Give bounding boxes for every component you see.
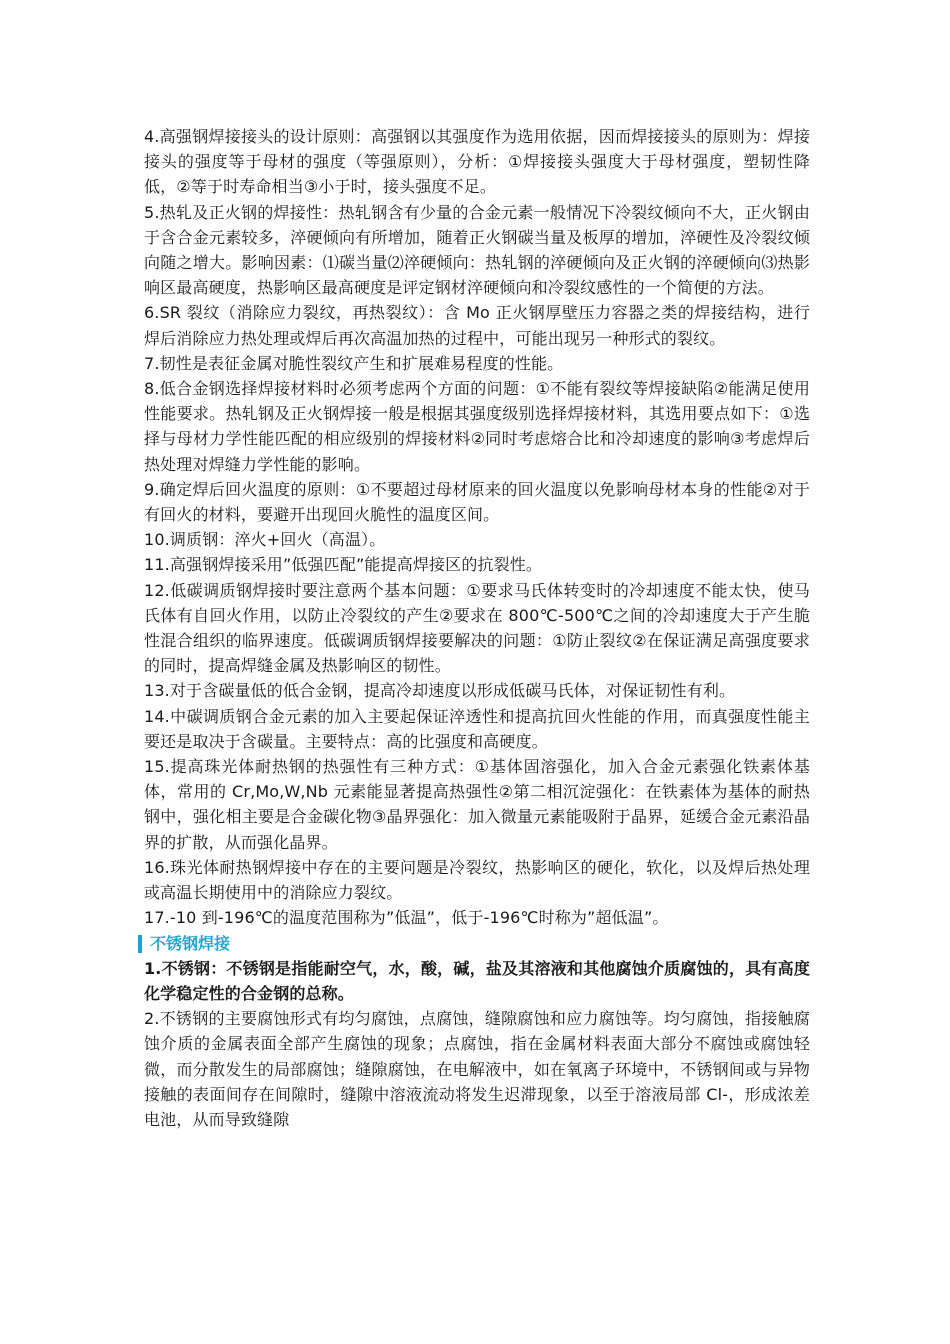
- paragraph-6: 6.SR 裂纹（消除应力裂纹，再热裂纹）：含 Mo 正火钢厚壁压力容器之类的焊接结构，进行焊后消除应力热处理或焊后再次高温加热的过程中，可能出现另一种形式的裂纹。: [144, 303, 810, 348]
- paragraph-5: 5.热轧及正火钢的焊接性：热轧钢含有少量的合金元素一般情况下冷裂纹倾向不大，正火钢由于含合金元素较多，淬硬倾向有所增加，随着正火钢碳当量及板厚的增加，淬硬性及冷裂纹倾向随之增大。影响因素：⑴碳当量⑵淬硬倾向：热轧钢的淬硬倾向及正火钢的淬硬倾向⑶热影响区最高硬度，热影响区最高硬度是评定钢材淬硬倾向和冷裂纹感性的一个简便的方法。: [144, 202, 810, 298]
- paragraph-10: 10.调质钢：淬火+回火（高温）。: [144, 530, 386, 550]
- paragraph-7: 7.韧性是表征金属对脆性裂纹产生和扩展难易程度的性能。: [144, 353, 564, 373]
- paragraph-15: 15.提高珠光体耐热钢的热强性有三种方式：①基体固溶强化，加入合金元素强化铁素体基体，常用的 Cr,Mo,W,Nb 元素能显著提高热强性②第二相沉淀强化：在铁素体为基体的耐热钢中，强化相主要是合金碳化物③晶界强化：加入微量元素能吸附于晶界，延缓合金元素沿晶界的扩散，从而强化晶界。: [144, 757, 810, 852]
- paragraph-4: 4.高强钢焊接接头的设计原则：高强钢以其强度作为选用依据，因而焊接接头的原则为：焊接接头的强度等于母材的强度（等强原则），分析：①焊接接头强度大于母材强度，塑韧性降低，②等于时寿命相当③小于时，接头强度不足。: [144, 127, 810, 197]
- section-heading-text: 不锈钢焊接: [150, 933, 231, 953]
- section-heading: [144, 931, 810, 956]
- paragraph-8: 8.低合金钢选择焊接材料时必须考虑两个方面的问题：①不能有裂纹等焊接缺陷②能满足使用性能要求。热轧钢及正火钢焊接一般是根据其强度级别选择焊接材料，其选用要点如下：①选择与母材力学性能匹配的相应级别的焊接材料②同时考虑熔合比和冷却速度的影响③考虑焊后热处理对焊缝力学性能的影响。: [144, 379, 810, 474]
- paragraph-17: 17.-10 到-196℃的温度范围称为”低温”，低于-196℃时称为”超低温”。: [144, 908, 669, 928]
- paragraph-9: 9.确定焊后回火温度的原则：①不要超过母材原来的回火温度以免影响母材本身的性能②对于有回火的材料，要避开出现回火脆性的温度区间。: [144, 479, 810, 525]
- paragraph-11: 11.高强钢焊接采用”低强匹配”能提高焊接区的抗裂性。: [144, 555, 543, 575]
- bold-definition-paragraph: 1.不锈钢：不锈钢是指能耐空气，水，酸，碱，盐及其溶液和其他腐蚀介质腐蚀的，具有高度化学稳定性的合金钢的总称。: [144, 958, 810, 1003]
- section-heading-bar: [138, 935, 142, 953]
- paragraph-12: 12.低碳调质钢焊接时要注意两个基本问题：①要求马氏体转变时的冷却速度不能太快，使马氏体有自回火作用，以防止冷裂纹的产生②要求在 800℃-500℃之间的冷却速度大于产生脆性混合组织的临界速度。低碳调质钢焊接要解决的问题：①防止裂纹②在保证满足高强度要求的同时，提高焊缝金属及热影响区的韧性。: [144, 580, 810, 676]
- document-body: [144, 124, 810, 1132]
- paragraph-16: 16.珠光体耐热钢焊接中存在的主要问题是冷裂纹，热影响区的硬化，软化，以及焊后热处理或高温长期使用中的消除应力裂纹。: [144, 857, 810, 903]
- paragraph-14: 14.中碳调质钢合金元素的加入主要起保证淬透性和提高抗回火性能的作用，而真强度性能主要还是取决于含碳量。主要特点：高的比强度和高硬度。: [144, 706, 810, 751]
- paragraph-13: 13.对于含碳量低的低合金钢，提高冷却速度以形成低碳马氏体，对保证韧性有利。: [144, 681, 736, 701]
- paragraph-stainless-2: 2.不锈钢的主要腐蚀形式有均匀腐蚀，点腐蚀，缝隙腐蚀和应力腐蚀等。均匀腐蚀，指接触腐蚀介质的金属表面全部产生腐蚀的现象；点腐蚀，指在金属材料表面大部分不腐蚀或腐蚀轻微，而分散发生的局部腐蚀；缝隙腐蚀，在电解液中，如在氧离子环境中，不锈钢间或与异物接触的表面间存在间隙时，缝隙中溶液流动将发生迟滞现象，以至于溶液局部 Cl-，形成浓差电池，从而导致缝隙: [144, 1009, 810, 1129]
